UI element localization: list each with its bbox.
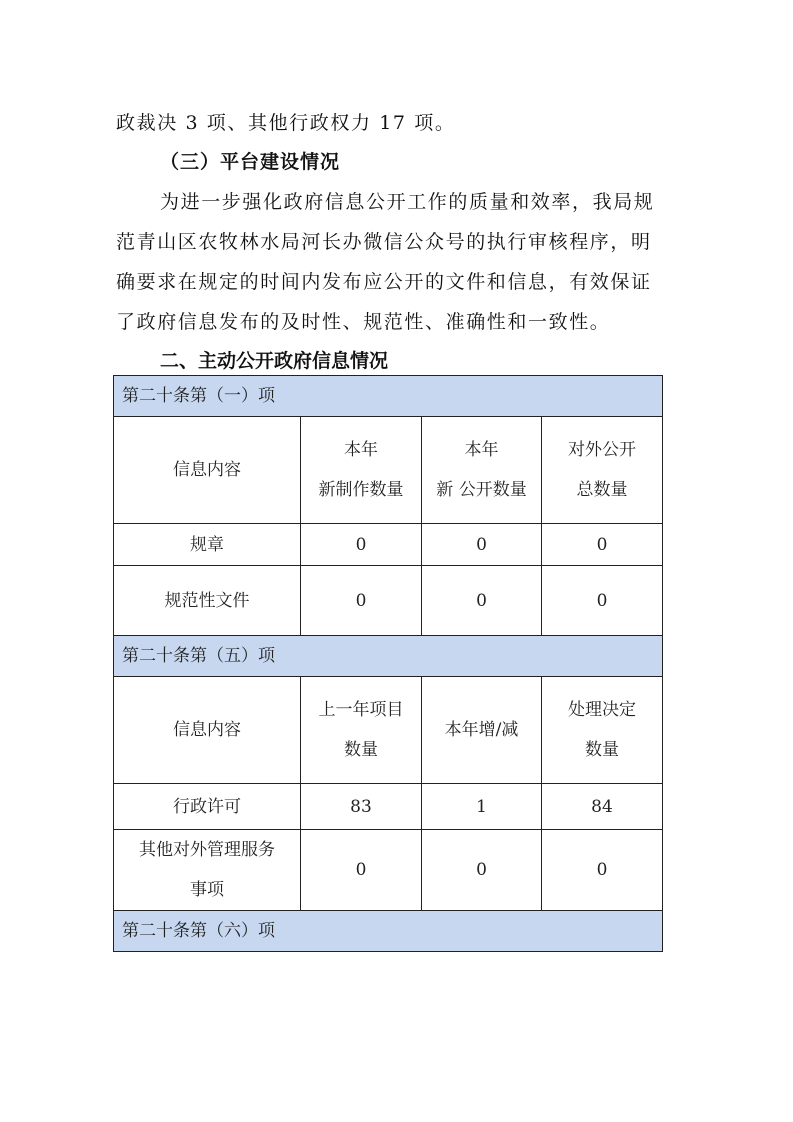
- table-cell: 83: [301, 784, 422, 830]
- table-header: 处理决定 数量: [542, 677, 663, 784]
- table-cell: 0: [301, 566, 422, 636]
- paragraph-line: 了政府信息发布的及时性、规范性、准确性和一致性。: [116, 311, 611, 333]
- table-section-title: 第二十条第（五）项: [114, 636, 663, 677]
- table-cell: 0: [301, 830, 422, 911]
- table-cell: 0: [301, 524, 422, 566]
- table-cell: 行政许可: [114, 784, 301, 830]
- table-row: [114, 830, 663, 911]
- paragraph-line: 范青山区农牧林水局河长办微信公众号的执行审核程序，明: [116, 231, 652, 253]
- table-header: 信息内容: [114, 417, 301, 524]
- table-cell: 0: [542, 830, 663, 911]
- table-cell: 0: [422, 566, 542, 636]
- table-header: 本年增/减: [422, 677, 542, 784]
- paragraph-line: 确要求在规定的时间内发布应公开的文件和信息，有效保证: [116, 271, 652, 293]
- table-header: 信息内容: [114, 677, 301, 784]
- table-cell: 0: [422, 830, 542, 911]
- table-header: 上一年项目 数量: [301, 677, 422, 784]
- table-header: 本年 新制作数量: [301, 417, 422, 524]
- table-cell: 规范性文件: [114, 566, 301, 636]
- table-row: [114, 566, 663, 636]
- section-title: 二、主动公开政府信息情况: [160, 350, 389, 372]
- paragraph-line: 政裁决 3 项、其他行政权力 17 项。: [116, 112, 456, 134]
- table-cell: 规章: [114, 524, 301, 566]
- table-cell: 1: [422, 784, 542, 830]
- paragraph-line: 为进一步强化政府信息公开工作的质量和效率，我局规: [160, 191, 655, 213]
- table-header: 本年 新 公开数量: [422, 417, 542, 524]
- table-cell: 0: [542, 524, 663, 566]
- table-cell: 0: [542, 566, 663, 636]
- subheading: （三）平台建设情况: [160, 151, 341, 173]
- table-section-title: 第二十条第（一）项: [114, 376, 663, 417]
- table-row: [114, 784, 663, 830]
- table-cell: 0: [422, 524, 542, 566]
- table-cell: 84: [542, 784, 663, 830]
- table-cell: 其他对外管理服务 事项: [114, 830, 301, 911]
- table-row: [114, 524, 663, 566]
- info-table: [113, 375, 663, 952]
- table-header: 对外公开 总数量: [542, 417, 663, 524]
- table-section-title: 第二十条第（六）项: [114, 911, 663, 952]
